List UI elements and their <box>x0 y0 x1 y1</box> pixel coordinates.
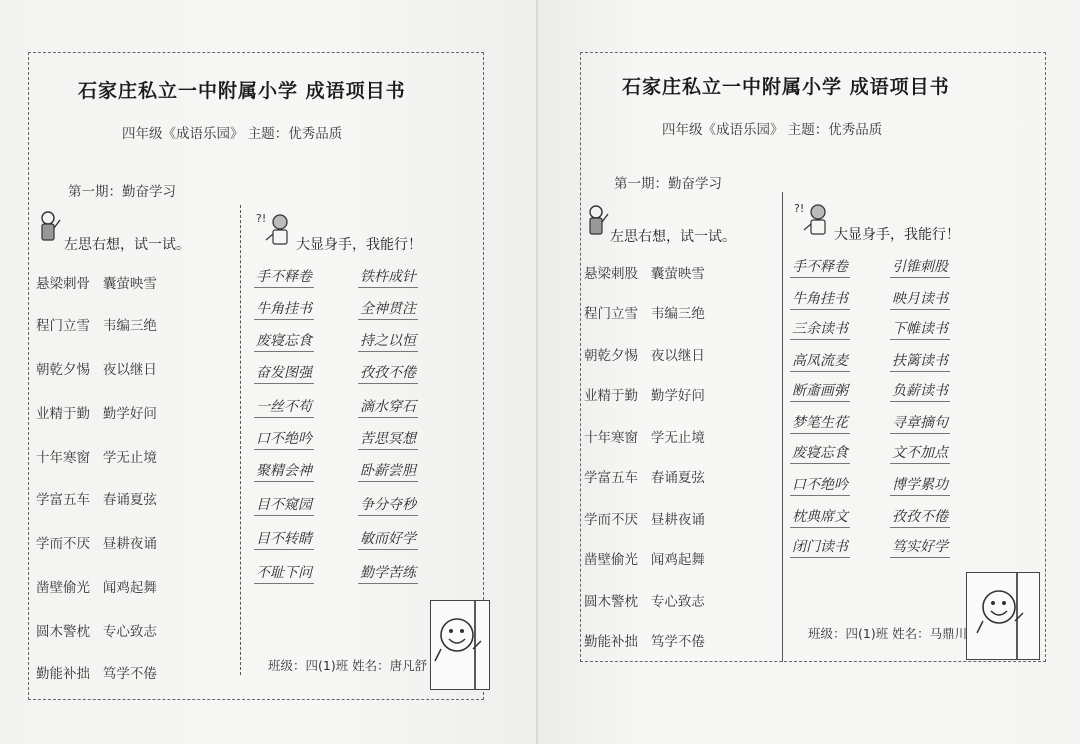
right-answer: 梦笔生花 <box>790 412 850 434</box>
left-issue: 第一期：勤奋学习 <box>68 184 176 200</box>
right-class-line: 班级：四(1)班 姓名：马鼎川 <box>808 626 968 641</box>
left-fill-row: 朝乾夕惕 夜以继日 <box>36 362 157 378</box>
right-fill-row: 学富五车 春诵夏弦 <box>584 470 705 486</box>
right-section-b-label: 大显身手，我能行！ <box>834 227 960 243</box>
left-answer: 敏而好学 <box>358 528 418 550</box>
left-answer: 聚精会神 <box>254 460 314 482</box>
left-answer: 苦思冥想 <box>358 428 418 450</box>
question-kid-icon <box>256 210 296 248</box>
left-answer: 勤学苦练 <box>358 562 418 584</box>
left-fill-row: 学富五车 春诵夏弦 <box>36 492 157 508</box>
right-answer: 闭门读书 <box>790 536 850 558</box>
right-answer: 废寝忘食 <box>790 442 850 464</box>
right-answer: 负薪读书 <box>890 380 950 402</box>
left-class-line: 班级：四(1)班 姓名：唐凡舒 <box>268 658 428 673</box>
right-section-a-label: 左思右想，试一试。 <box>610 229 736 245</box>
right-answer: 枕典席文 <box>790 506 850 528</box>
right-fill-row: 勤能补拙 笃学不倦 <box>584 634 705 650</box>
right-fill-row: 程门立雪 韦编三绝 <box>584 306 705 322</box>
right-answer: 文不加点 <box>890 442 950 464</box>
svg-text:?!: ?! <box>794 202 805 215</box>
right-answer: 三余读书 <box>790 318 850 340</box>
left-mascot-box <box>430 600 490 690</box>
right-issue: 第一期：勤奋学习 <box>614 176 722 192</box>
left-fill-row: 凿壁偷光 闻鸡起舞 <box>36 580 157 596</box>
left-section-b-label: 大显身手，我能行！ <box>296 237 422 253</box>
right-answer: 手不释卷 <box>790 256 850 278</box>
left-fill-row: 十年寒窗 学无止境 <box>36 450 157 466</box>
right-worksheet <box>538 0 1080 744</box>
right-fill-row: 悬梁刺股 囊萤映雪 <box>584 266 705 282</box>
left-worksheet <box>0 0 536 744</box>
left-answer: 滴水穿石 <box>358 396 418 418</box>
left-fill-row: 程门立雪 韦编三绝 <box>36 318 157 334</box>
svg-text:?!: ?! <box>256 212 267 225</box>
left-fill-row: 悬梁刺骨 囊萤映雪 <box>36 276 157 292</box>
left-fill-row: 学而不厌 昼耕夜诵 <box>36 536 157 552</box>
left-answer: 奋发图强 <box>254 362 314 384</box>
right-fill-row: 业精于勤 勤学好问 <box>584 388 705 404</box>
right-fill-row: 学而不厌 昼耕夜诵 <box>584 512 705 528</box>
right-fill-row: 圆木警枕 专心致志 <box>584 594 705 610</box>
left-answer: 口不绝吟 <box>254 428 314 450</box>
left-subtitle: 四年级《成语乐园》 主题：优秀品质 <box>122 126 343 142</box>
left-answer: 手不释卷 <box>254 266 314 288</box>
right-answer: 映月读书 <box>890 288 950 310</box>
right-answer: 牛角挂书 <box>790 288 850 310</box>
left-answer: 目不转睛 <box>254 528 314 550</box>
left-divider <box>240 205 241 675</box>
left-answer: 孜孜不倦 <box>358 362 418 384</box>
right-subtitle: 四年级《成语乐园》 主题：优秀品质 <box>662 122 883 138</box>
left-answer: 不耻下问 <box>254 562 314 584</box>
right-answer: 下帷读书 <box>890 318 950 340</box>
right-answer: 引锥刺股 <box>890 256 950 278</box>
right-answer: 高凤流麦 <box>790 350 850 372</box>
right-answer: 口不绝吟 <box>790 474 850 496</box>
left-answer: 卧薪尝胆 <box>358 460 418 482</box>
right-answer: 断齑画粥 <box>790 380 850 402</box>
right-answer: 扶篱读书 <box>890 350 950 372</box>
thinking-kid-icon <box>36 210 64 244</box>
left-answer: 全神贯注 <box>358 298 418 320</box>
right-answer: 孜孜不倦 <box>890 506 950 528</box>
left-section-a-label: 左思右想，试一试。 <box>64 237 190 253</box>
smiling-kid-peek-icon <box>431 601 489 689</box>
right-answer: 博学累功 <box>890 474 950 496</box>
left-answer: 废寝忘食 <box>254 330 314 352</box>
left-answer: 持之以恒 <box>358 330 418 352</box>
right-fill-row: 十年寒窗 学无止境 <box>584 430 705 446</box>
right-answer: 笃实好学 <box>890 536 950 558</box>
smiling-kid-peek-icon <box>967 573 1039 659</box>
left-fill-row: 勤能补拙 笃学不倦 <box>36 666 157 682</box>
left-answer: 铁杵成针 <box>358 266 418 288</box>
left-answer: 牛角挂书 <box>254 298 314 320</box>
left-answer: 目不窥园 <box>254 494 314 516</box>
left-answer: 一丝不苟 <box>254 396 314 418</box>
left-fill-row: 业精于勤 勤学好问 <box>36 406 157 422</box>
thinking-kid-icon <box>584 204 612 238</box>
right-title: 石家庄私立一中附属小学 成语项目书 <box>622 76 950 98</box>
right-fill-row: 朝乾夕惕 夜以继日 <box>584 348 705 364</box>
right-mascot-box <box>966 572 1040 660</box>
left-title: 石家庄私立一中附属小学 成语项目书 <box>78 80 406 102</box>
left-answer: 争分夺秒 <box>358 494 418 516</box>
question-kid-icon <box>794 200 834 238</box>
right-fill-row: 凿壁偷光 闻鸡起舞 <box>584 552 705 568</box>
right-divider <box>782 192 783 662</box>
left-fill-row: 圆木警枕 专心致志 <box>36 624 157 640</box>
right-answer: 寻章摘句 <box>890 412 950 434</box>
